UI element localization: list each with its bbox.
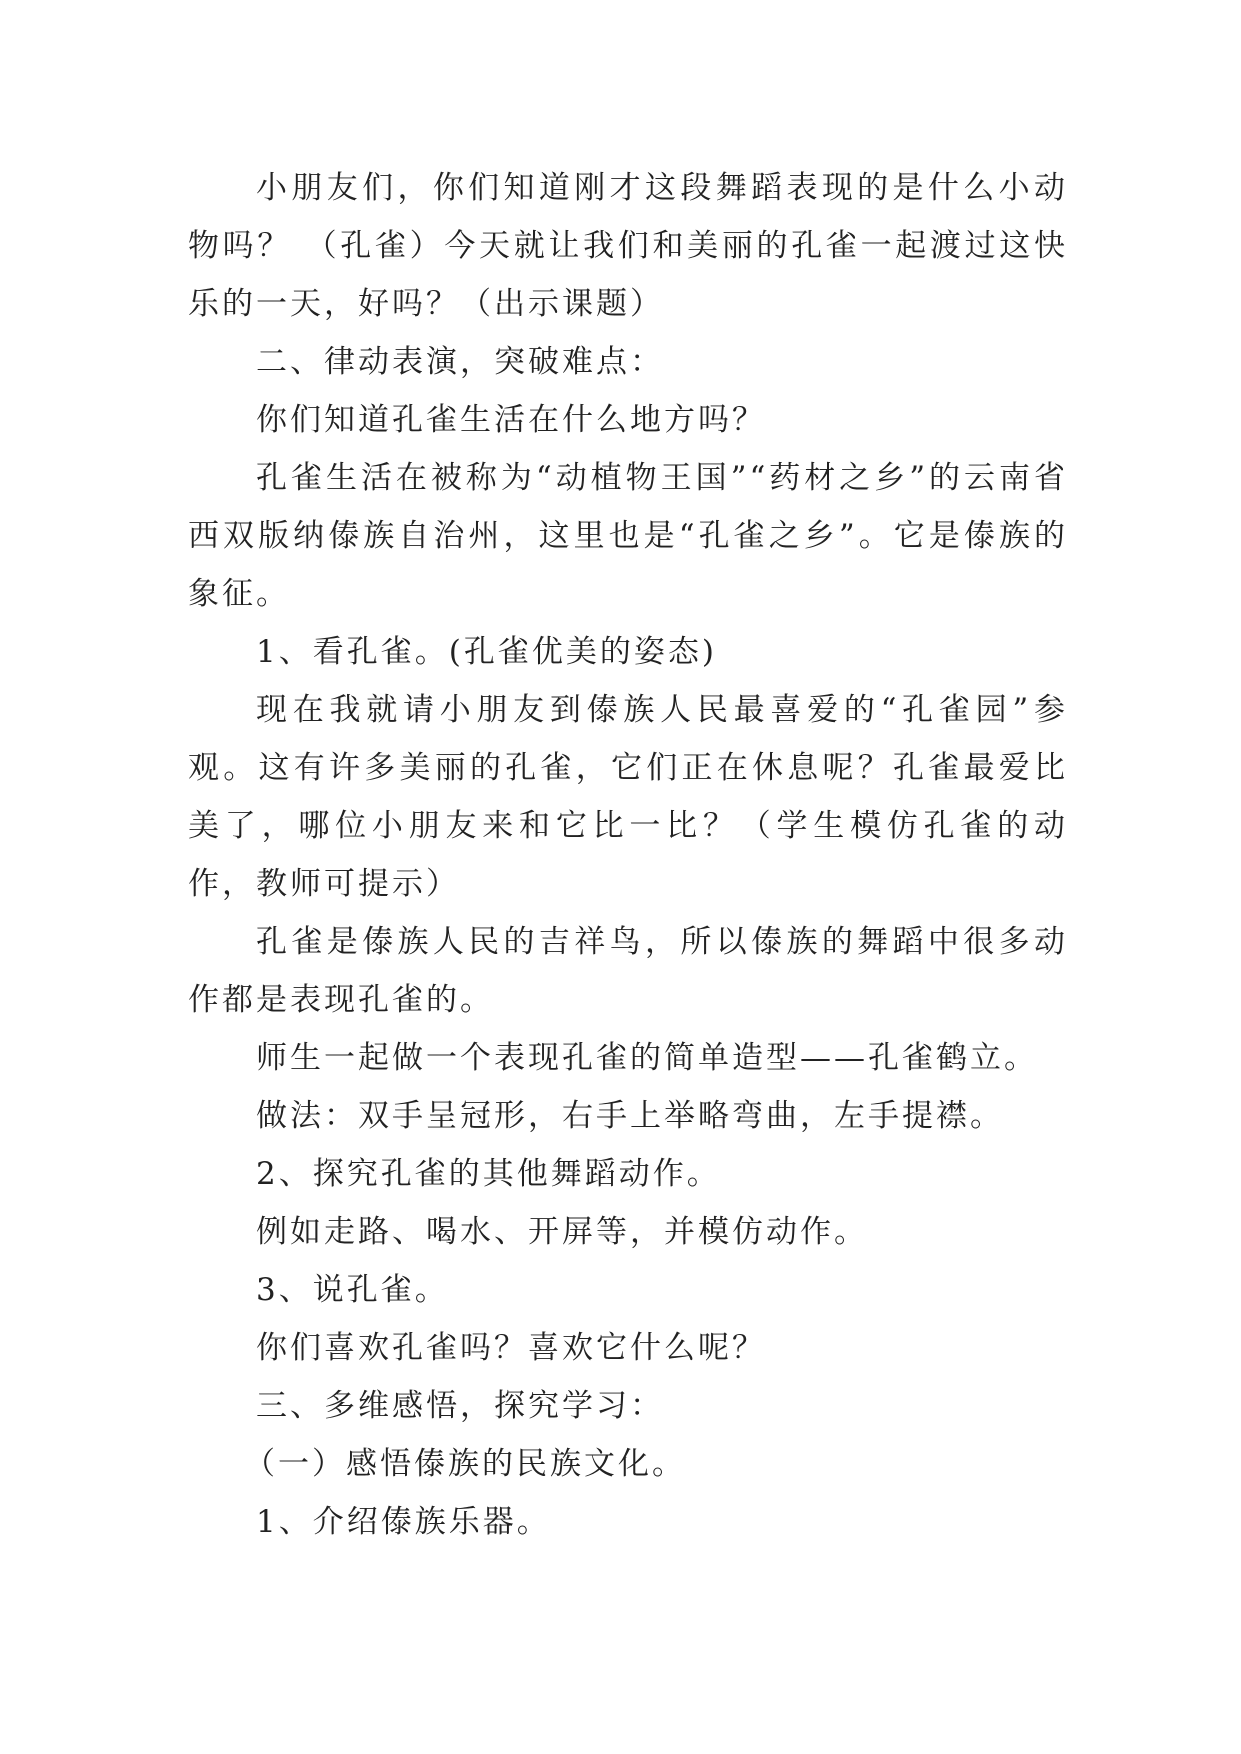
section-heading-3: 三、多维感悟，探究学习： [256,1388,664,1424]
paragraph-auspicious-bird: 孔雀是傣族人民的吉祥鸟，所以傣族的舞蹈中很多动作都是表现孔雀的。 [188,924,1068,1018]
document-body [188,159,1068,1551]
subheading-dai-culture: （一）感悟傣族的民族文化。 [244,1446,686,1482]
section-heading-2: 二、律动表演，突破难点： [256,344,664,380]
subheading-explore-moves: 2、探究孔雀的其他舞蹈动作。 [256,1156,721,1192]
paragraph-question-habitat: 你们知道孔雀生活在什么地方吗？ [256,402,766,438]
paragraph-intro: 小朋友们，你们知道刚才这段舞蹈表现的是什么小动物吗？ （孔雀）今天就让我们和美丽的孔雀一起渡过这快乐的一天，好吗？（出示课题） [188,170,1068,322]
subheading-talk-peacock: 3、说孔雀。 [256,1272,449,1308]
subheading-instruments: 1、介绍傣族乐器。 [256,1504,551,1540]
paragraph-examples: 例如走路、喝水、开屏等，并模仿动作。 [256,1214,868,1250]
paragraph-peacock-garden: 现在我就请小朋友到傣族人民最喜爱的“孔雀园”参观。这有许多美丽的孔雀，它们正在休息呢？孔雀最爱比美了，哪位小朋友来和它比一比？（学生模仿孔雀的动作，教师可提示） [188,692,1068,902]
paragraph-habitat: 孔雀生活在被称为“动植物王国”“药材之乡”的云南省西双版纳傣族自治州，这里也是“孔雀之乡”。它是傣族的象征。 [188,460,1068,612]
subheading-look-peacock: 1、看孔雀。(孔雀优美的姿态) [256,634,717,670]
paragraph-like-question: 你们喜欢孔雀吗？喜欢它什么呢？ [256,1330,766,1366]
paragraph-method: 做法：双手呈冠形，右手上举略弯曲，左手提襟。 [256,1098,1004,1134]
paragraph-pose: 师生一起做一个表现孔雀的简单造型——孔雀鹤立。 [256,1040,1038,1076]
